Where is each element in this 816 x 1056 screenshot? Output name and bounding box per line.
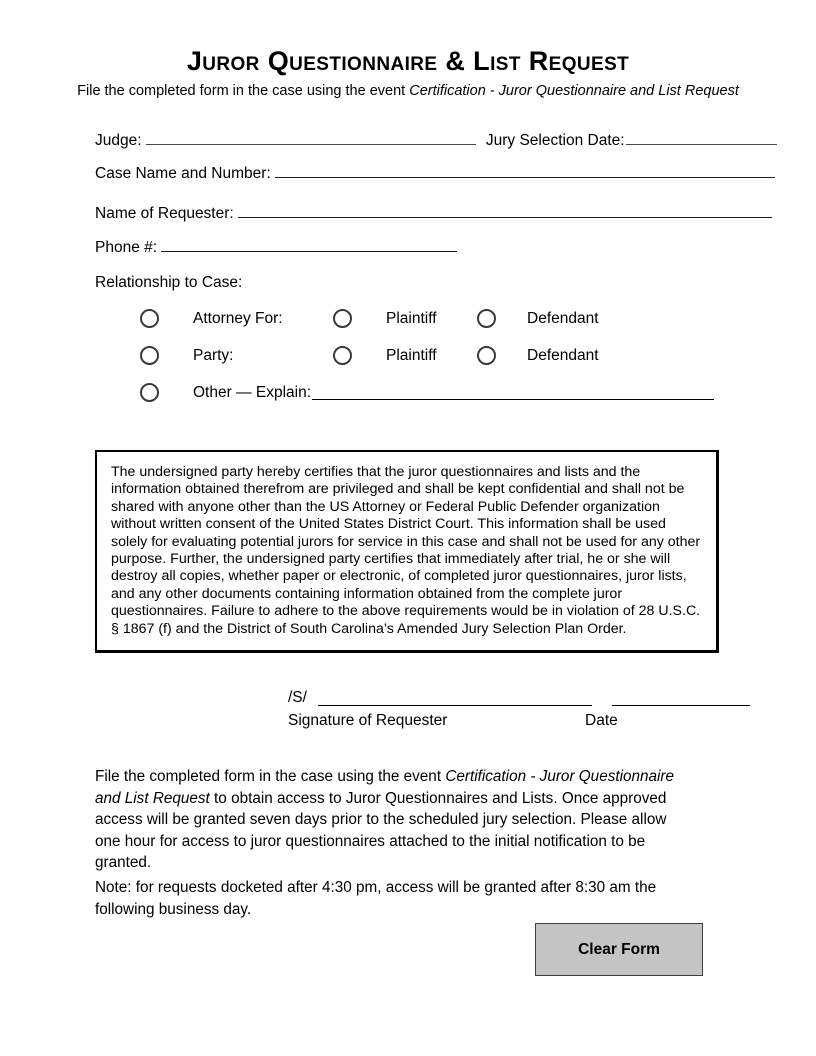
- signature-caption: Signature of Requester: [288, 712, 448, 729]
- radio-attorney-defendant[interactable]: [477, 309, 496, 328]
- judge-label: Judge:: [95, 132, 142, 149]
- certification-text: The undersigned party hereby certifies that the juror questionnaires and lists and the information obtained therefrom are privileged and shall be kept confidential and shall not be shared with anyone other than the US Attorney or Federal Public Defender organization without written consent of the United States District Court. This information shall be used solely for evaluating potential jurors for service in this case and shall not be used for any other purpose. Further, the undersigned party certifies that immediately after trial, he or she will destroy all copies, whether paper or electronic, of completed juror questionnaires, juror lists, and any other documents containing information obtained from the complete juror questionnaires. Failure to adhere to the above requirements would be in violation of 28 U.S.C. § 1867 (f) and the District of South Carolina’s Amended Jury Selection Plan Order.: [111, 464, 701, 637]
- field-row-judge: [95, 130, 777, 151]
- name-of-requester-input-line[interactable]: [238, 203, 772, 218]
- signature-input-line[interactable]: [318, 705, 592, 706]
- clear-form-button[interactable]: Clear Form: [535, 923, 703, 976]
- phone-label: Phone #:: [95, 239, 158, 256]
- closing-paragraph-note: Note: for requests docketed after 4:30 pm, access will be granted after 8:30 am the following business day.: [95, 879, 657, 918]
- jury-selection-date-label: Jury Selection Date:: [485, 132, 625, 149]
- label-party: Party:: [193, 347, 234, 364]
- closing-event-name: Certification - Juror Questionnaire and List Request: [95, 768, 675, 807]
- s-marker: /S/: [288, 689, 307, 706]
- label-other-explain: Other — Explain:: [193, 384, 312, 401]
- field-row-case-name-number: [95, 163, 775, 184]
- page-title: Juror Questionnaire & List Request: [186, 46, 630, 76]
- certification-box: [95, 450, 719, 653]
- date-caption: Date: [585, 712, 618, 729]
- closing-suffix: to obtain access to Juror Questionnaires and Lists. Once approved access will be granted seven days prior to the scheduled jury selection. Please allow one hour for access to juror questionnaires attached to the initial notification to be granted.: [95, 789, 667, 871]
- phone-input-line[interactable]: [161, 237, 457, 252]
- label-attorney-plaintiff: Plaintiff: [386, 310, 437, 327]
- field-row-relationship: [95, 273, 242, 293]
- radio-other[interactable]: [140, 383, 159, 402]
- closing-prefix: File the completed form in the case using the event: [95, 768, 446, 785]
- case-name-number-label: Case Name and Number:: [95, 165, 271, 182]
- radio-party-plaintiff[interactable]: [333, 346, 352, 365]
- case-name-number-input-line[interactable]: [275, 163, 775, 178]
- other-explain-input-line[interactable]: [312, 399, 714, 400]
- page-subtitle: [0, 83, 816, 100]
- relationship-label: Relationship to Case:: [95, 274, 243, 291]
- radio-attorney-for[interactable]: [140, 309, 159, 328]
- subtitle-event-name: Certification - Juror Questionnaire and List Request: [409, 83, 739, 99]
- label-party-defendant: Defendant: [527, 347, 599, 364]
- label-attorney-for: Attorney For:: [193, 310, 283, 327]
- field-row-phone: [95, 237, 457, 258]
- judge-input-line[interactable]: [146, 130, 476, 145]
- closing-paragraph-instructions: [95, 766, 695, 874]
- field-row-name-of-requester: [95, 203, 772, 224]
- radio-party[interactable]: [140, 346, 159, 365]
- date-input-line[interactable]: [612, 705, 750, 706]
- name-of-requester-label: Name of Requester:: [95, 205, 234, 222]
- label-attorney-defendant: Defendant: [527, 310, 599, 327]
- subtitle-prefix: File the completed form in the case using the event: [77, 83, 410, 99]
- radio-party-defendant[interactable]: [477, 346, 496, 365]
- label-party-plaintiff: Plaintiff: [386, 347, 437, 364]
- jury-selection-date-input-line[interactable]: [626, 130, 777, 145]
- radio-attorney-plaintiff[interactable]: [333, 309, 352, 328]
